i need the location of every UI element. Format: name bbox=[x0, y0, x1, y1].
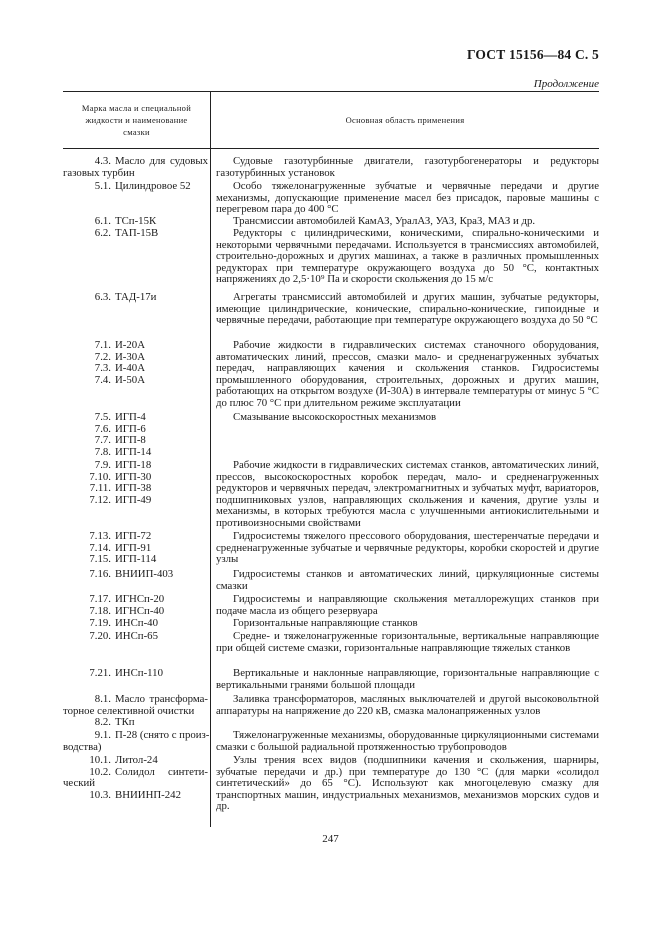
grade-item bbox=[63, 606, 208, 618]
grade-item bbox=[63, 460, 208, 472]
page-number: 247 bbox=[322, 833, 339, 845]
grade-number: 7.2. bbox=[94, 350, 111, 363]
grade-name: ИГП-8 bbox=[115, 434, 146, 446]
grade-number: 4.3. bbox=[94, 155, 111, 167]
grade-name: Масло для судовых bbox=[115, 155, 208, 167]
grade-item bbox=[63, 618, 208, 630]
application-description: Средне- и тяжелонагруженные горизонтальные, вертикальные направляющие при общей системе смазки, горизонтальные направляющие тяжелых станков bbox=[216, 630, 599, 654]
grade-name: ИГП-72 bbox=[115, 530, 152, 542]
grade-item bbox=[63, 755, 208, 767]
grade-cell bbox=[63, 156, 208, 179]
grade-number: 7.21. bbox=[89, 667, 111, 679]
grade-number: 7.7. bbox=[94, 434, 111, 446]
grade-item bbox=[63, 363, 208, 375]
continued-label: Продолжение bbox=[533, 78, 599, 90]
application-description: Рабочие жидкости в гидравлических системах станков, автоматических линий, прессов, высокоскоростных коробок передач, мало- и средненагруженных редукторов и червячных передач, электромагнитных и зубчатых муфт, вариаторов, подшипниковых узлов, направляющих скольжения и качения, другие узлы и механизмы, в которых требуются масла с улучшенными антиокислительными и противоизносными свойствами bbox=[216, 459, 599, 529]
grade-item bbox=[63, 594, 208, 606]
grade-number: 9.1. bbox=[94, 729, 111, 741]
grade-item bbox=[63, 375, 208, 387]
grade-item bbox=[63, 668, 208, 680]
grade-cell bbox=[63, 569, 208, 581]
grade-name: Солидол синтети- bbox=[115, 765, 208, 778]
grade-cell bbox=[63, 340, 208, 386]
grade-item bbox=[63, 216, 208, 228]
grade-name: ИГП-30 bbox=[115, 470, 152, 483]
grade-number: 10.3. bbox=[89, 788, 111, 801]
grade-number: 7.3. bbox=[94, 362, 111, 374]
grade-cell bbox=[63, 694, 208, 729]
application-description: Агрегаты трансмиссий автомобилей и других машин, зубчатые редукторы, имеющие цилиндрические, конические, спирально-конические, гипоидные и червячные передачи, работающие при температуре окружающего воздуха до 50 °С bbox=[216, 291, 599, 326]
grade-name: ТАД-17и bbox=[115, 291, 157, 303]
document-header: ГОСТ 15156—84 С. 5 bbox=[466, 47, 599, 62]
grade-name: ТСп-15К bbox=[115, 215, 157, 227]
grade-item bbox=[63, 156, 208, 168]
grade-name: ИГП-4 bbox=[115, 411, 146, 423]
grade-name: ИГП-14 bbox=[115, 445, 152, 458]
grade-item bbox=[63, 412, 208, 424]
grade-item bbox=[63, 447, 208, 459]
grade-item bbox=[63, 181, 208, 193]
grade-name: ИГП-49 bbox=[115, 493, 152, 506]
grade-number: 7.6. bbox=[94, 422, 111, 435]
grade-item bbox=[63, 569, 208, 581]
grade-item bbox=[63, 483, 208, 495]
grade-item bbox=[63, 292, 208, 304]
grade-number: 7.20. bbox=[89, 630, 111, 642]
grade-number: 7.16. bbox=[89, 568, 111, 580]
application-description: Смазывание высокоскоростных механизмов bbox=[233, 411, 437, 423]
grade-name: ИНСп-65 bbox=[115, 630, 158, 642]
grade-name: ТАП-15В bbox=[115, 227, 159, 239]
application-description: Трансмиссии автомобилей КамАЗ, УралАЗ, УАЗ, КраЗ, МАЗ и др. bbox=[233, 215, 536, 227]
grade-item bbox=[63, 495, 208, 507]
grade-number: 8.1. bbox=[94, 693, 111, 705]
application-description: Редукторы с цилиндрическими, коническими, спирально-коническими и некоторыми червячными передачами. Используется в трансмиссиях автомобилей, строительно-дорожных и других машинах, а также в различных промышленных редукторах при температуре окружающего воздуха до 50 °С, контактных напряжениях до 2,5·10⁹ Па и скорости скольжения до 15 м/с bbox=[216, 227, 599, 285]
grade-cell bbox=[63, 216, 208, 228]
grade-number: 7.13. bbox=[89, 530, 111, 542]
grade-number: 6.2. bbox=[94, 227, 111, 239]
grade-name-continuation: газовых турбин bbox=[63, 166, 135, 179]
grade-name-continuation: ческий bbox=[63, 777, 96, 789]
grade-name: Литол-24 bbox=[115, 754, 158, 766]
grade-cell bbox=[63, 292, 208, 304]
grade-number: 10.1. bbox=[89, 754, 111, 766]
grade-number: 5.1. bbox=[94, 180, 111, 192]
grade-number: 7.14. bbox=[89, 541, 111, 554]
application-description: Горизонтальные направляющие станков bbox=[233, 617, 418, 629]
grade-cell bbox=[63, 412, 208, 458]
grade-item bbox=[63, 694, 208, 706]
grade-number: 6.1. bbox=[94, 215, 111, 227]
grade-number: 7.9. bbox=[94, 459, 111, 471]
application-description: Узлы трения всех видов (подшипники качения и скольжения, шарниры, зубчатые передачи и др.) при температуре до 130 °С (для марки «солидол синтетический» до 65 °С). Используют как многоцелевую смазку для транспортных машин, индустриальных механизмов, механизмов морских судов и др. bbox=[216, 754, 599, 812]
grade-name: ИГП-38 bbox=[115, 482, 152, 494]
grade-cell bbox=[63, 618, 208, 630]
grade-name: ИНСп-40 bbox=[115, 617, 158, 629]
grade-name: ВНИИП-403 bbox=[115, 568, 174, 580]
application-description: Гидросистемы и направляющие скольжения металлорежущих станков при подаче масла из общего резервуара bbox=[216, 593, 599, 617]
grade-number: 7.5. bbox=[94, 411, 111, 423]
grade-number: 6.3. bbox=[94, 291, 111, 303]
application-description: Вертикальные и наклонные направляющие, горизонтальные направляющие с вертикальными гранями большой площади bbox=[216, 667, 599, 691]
grade-cell bbox=[63, 730, 208, 753]
grade-name: ИГНСп-20 bbox=[115, 593, 165, 605]
grade-cell bbox=[63, 181, 208, 193]
grade-name: И-40А bbox=[115, 362, 145, 374]
grade-number: 10.2. bbox=[89, 765, 111, 778]
application-description: Гидросистемы станков и автоматических линий, циркуляционные системы смазки bbox=[216, 568, 599, 592]
grade-item bbox=[63, 435, 208, 447]
grade-number: 7.11. bbox=[89, 482, 111, 494]
grade-name: Цилиндровое 52 bbox=[115, 180, 191, 192]
grade-item bbox=[63, 717, 208, 729]
grade-number: 7.15. bbox=[89, 553, 111, 565]
column-header-grade: Марка масла и специальной жидкости и наименование смазки bbox=[63, 92, 211, 148]
grade-name: ИГНСп-40 bbox=[115, 604, 165, 617]
grade-item bbox=[63, 531, 208, 543]
grade-name-continuation: водства) bbox=[63, 740, 102, 753]
grade-cell bbox=[63, 755, 208, 801]
grade-number: 7.18. bbox=[89, 604, 111, 617]
grade-number: 7.8. bbox=[94, 445, 111, 458]
grade-cell bbox=[63, 460, 208, 506]
grade-name: П-28 (снято с произ- bbox=[115, 729, 210, 741]
grade-item bbox=[63, 340, 208, 352]
grade-item bbox=[63, 730, 208, 742]
table-header bbox=[63, 91, 599, 149]
application-description: Тяжелонагруженные механизмы, оборудованные циркуляционными системами смазки с большой радиальной протяженностью трубопроводов bbox=[216, 729, 599, 753]
grade-number: 7.4. bbox=[94, 373, 111, 386]
column-header-application: Основная область применения bbox=[345, 115, 465, 125]
grade-name: ИГП-91 bbox=[115, 541, 152, 554]
grade-name: ВНИИНП-242 bbox=[115, 788, 181, 801]
grade-name: И-20А bbox=[115, 339, 145, 351]
grade-cell bbox=[63, 531, 208, 566]
grade-number: 7.10. bbox=[89, 470, 111, 483]
grade-name: ТКп bbox=[115, 716, 135, 728]
grade-name: ИГП-114 bbox=[115, 553, 157, 565]
grade-item bbox=[63, 554, 208, 566]
grade-cell bbox=[63, 631, 208, 643]
application-description: Рабочие жидкости в гидравлических системах станочного оборудования, автоматических линий, прессов, смазки мало- и средненагруженных зубчатых передач, направляющих качения и скольжения станков. Гидросистемы промышленного оборудования, строительных, дорожных и других машин, работающих на открытом воздухе (И-30А) в интервале температуры от минус 5 °С до плюс 70 °С при длительном режиме эксплуатации bbox=[216, 339, 599, 409]
application-description: Заливка трансформаторов, масляных выключателей и другой высоковольтной аппаратуры на напряжение до 220 кВ, смазка малонапряженных узлов bbox=[216, 693, 599, 717]
grade-item bbox=[63, 790, 208, 802]
grade-cell bbox=[63, 668, 208, 680]
grade-number: 7.12. bbox=[89, 493, 111, 506]
grade-number: 7.17. bbox=[89, 593, 111, 605]
grade-name: И-50А bbox=[115, 373, 145, 386]
application-description: Гидросистемы тяжелого прессового оборудования, шестеренчатые передачи и средненагруженные зубчатые и червячные редукторы, коробки скоростей и другие узлы bbox=[216, 530, 599, 565]
grade-name: И-30А bbox=[115, 350, 145, 363]
column-divider bbox=[210, 147, 211, 827]
grade-name: ИГП-6 bbox=[115, 422, 146, 435]
grade-number: 7.19. bbox=[89, 617, 111, 629]
application-description: Судовые газотурбинные двигатели, газотурбогенераторы и редукторы газотурбинных установок bbox=[216, 155, 599, 179]
grade-name: Масло трансформа- bbox=[115, 693, 208, 705]
grade-item bbox=[63, 228, 208, 240]
grade-number: 7.1. bbox=[94, 339, 111, 351]
grade-cell bbox=[63, 228, 208, 240]
grade-name-continuation: торное селективной очистки bbox=[63, 704, 195, 717]
grade-name: ИНСп-110 bbox=[115, 667, 163, 679]
grade-number: 8.2. bbox=[94, 716, 111, 728]
grade-item bbox=[63, 631, 208, 643]
application-description: Особо тяжелонагруженные зубчатые и червячные передачи и другие механизмы, допускающие применение масел без присадок, паровые машины с перегревом пара до 400 °С bbox=[216, 180, 599, 215]
grade-cell bbox=[63, 594, 208, 617]
grade-name: ИГП-18 bbox=[115, 459, 152, 471]
